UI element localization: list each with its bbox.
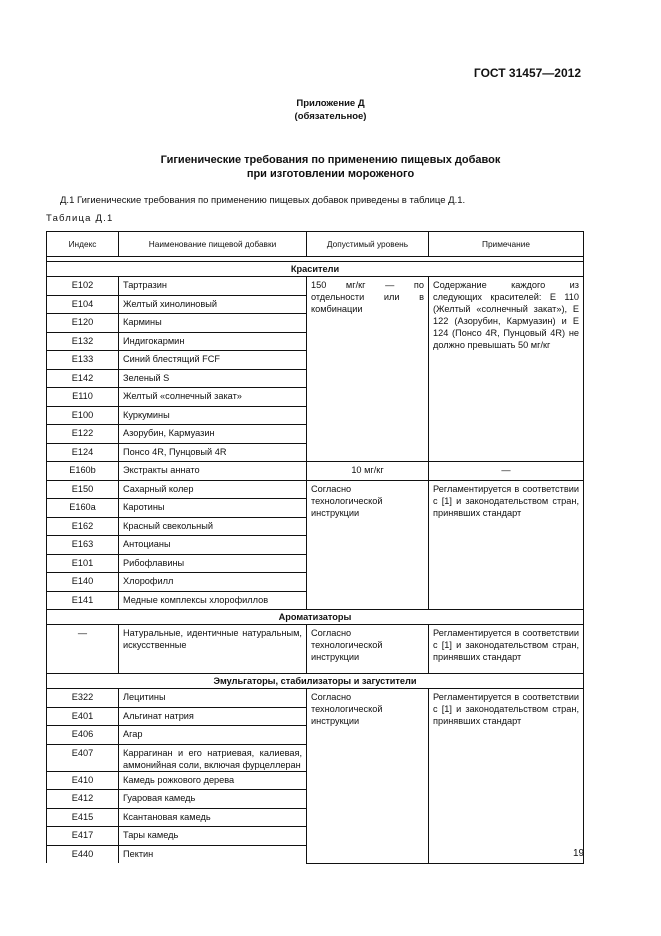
cell-name: Тартразин xyxy=(119,277,307,296)
group-title: Ароматизаторы xyxy=(47,610,584,625)
cell-name: Лецитины xyxy=(119,689,307,708)
cell-name: Хлорофилл xyxy=(119,573,307,592)
table-header-row xyxy=(47,232,584,257)
cell-name: Экстракты аннато xyxy=(119,462,307,481)
cell-name: Куркумины xyxy=(119,406,307,425)
cell-index: E100 xyxy=(47,406,119,425)
table-row xyxy=(47,480,584,499)
cell-name: Желтый «солнечный закат» xyxy=(119,388,307,407)
cell-name: Антоцианы xyxy=(119,536,307,555)
cell-name: Каррагинан и его натриевая, калиевая, аммонийная соли, включая фурцеллеран xyxy=(119,744,307,771)
cell-name: Понсо 4R, Пунцовый 4R xyxy=(119,443,307,462)
cell-index: E417 xyxy=(47,827,119,846)
cell-index: E140 xyxy=(47,573,119,592)
cell-index: E104 xyxy=(47,295,119,314)
cell-index: E122 xyxy=(47,425,119,444)
section-heading xyxy=(0,153,661,181)
cell-index: E401 xyxy=(47,707,119,726)
column-header-index: Индекс xyxy=(47,232,119,257)
cell-name: Желтый хинолиновый xyxy=(119,295,307,314)
cell-index: E412 xyxy=(47,790,119,809)
page-number: 19 xyxy=(573,848,585,859)
column-header-name: Наименование пищевой добавки xyxy=(119,232,307,257)
column-header-level: Допустимый уровень xyxy=(307,232,429,257)
table-label: Таблица Д.1 xyxy=(46,213,114,224)
cell-name: Гуаровая камедь xyxy=(119,790,307,809)
cell-level: Согласно технологической инструкции xyxy=(307,480,429,610)
cell-index: E141 xyxy=(47,591,119,610)
cell-name: Пектин xyxy=(119,845,307,863)
cell-name: Индигокармин xyxy=(119,332,307,351)
table-row xyxy=(47,625,584,674)
cell-index: E160b xyxy=(47,462,119,481)
cell-name: Синий блестящий FCF xyxy=(119,351,307,370)
table-row xyxy=(47,689,584,708)
cell-index: E102 xyxy=(47,277,119,296)
cell-index: E120 xyxy=(47,314,119,333)
cell-name: Ксантановая камедь xyxy=(119,808,307,827)
cell-name: Агар xyxy=(119,726,307,745)
cell-name: Красный свекольный xyxy=(119,517,307,536)
cell-index: E410 xyxy=(47,771,119,790)
cell-index: E160a xyxy=(47,499,119,518)
cell-index: E407 xyxy=(47,744,119,771)
group-row xyxy=(47,262,584,277)
cell-name: Каротины xyxy=(119,499,307,518)
table-row xyxy=(47,462,584,481)
group-row xyxy=(47,610,584,625)
cell-index: E415 xyxy=(47,808,119,827)
cell-name: Кармины xyxy=(119,314,307,333)
cell-index: E142 xyxy=(47,369,119,388)
cell-index: E124 xyxy=(47,443,119,462)
cell-level: Согласно технологической инструкции xyxy=(307,689,429,864)
cell-name: Тары камедь xyxy=(119,827,307,846)
cell-note: Регламентируется в соответствии с [1] и законодательством стран, принявших стандарт xyxy=(429,625,584,674)
additives-table xyxy=(46,231,584,864)
cell-level: Согласно технологической инструкции xyxy=(307,625,429,674)
cell-name: Азорубин, Кармуазин xyxy=(119,425,307,444)
cell-name: Натуральные, идентичные натуральным, искусственные xyxy=(119,625,307,674)
cell-index: E133 xyxy=(47,351,119,370)
cell-index: E110 xyxy=(47,388,119,407)
cell-name: Сахарный колер xyxy=(119,480,307,499)
cell-note: — xyxy=(429,462,584,481)
document-code: ГОСТ 31457—2012 xyxy=(473,66,581,80)
intro-paragraph: Д.1 Гигиенические требования по применению пищевых добавок приведены в таблице Д.1. xyxy=(60,195,466,206)
cell-index: E132 xyxy=(47,332,119,351)
appendix-heading xyxy=(0,97,661,123)
cell-note: Регламентируется в соответствии с [1] и законодательством стран, принявших стандарт xyxy=(429,480,584,610)
group-row xyxy=(47,674,584,689)
cell-name: Зеленый S xyxy=(119,369,307,388)
appendix-status: (обязательное) xyxy=(294,111,367,122)
table-row xyxy=(47,277,584,296)
cell-index: E150 xyxy=(47,480,119,499)
cell-index: E162 xyxy=(47,517,119,536)
column-header-note: Примечание xyxy=(429,232,584,257)
cell-index: E163 xyxy=(47,536,119,555)
cell-index: E440 xyxy=(47,845,119,863)
cell-name: Рибофлавины xyxy=(119,554,307,573)
cell-name: Камедь рожкового дерева xyxy=(119,771,307,790)
cell-note: Регламентируется в соответствии с [1] и законодательством стран, принявших стандарт xyxy=(429,689,584,864)
cell-level: 150 мг/кг — по отдельности или в комбинации xyxy=(307,277,429,462)
cell-level: 10 мг/кг xyxy=(307,462,429,481)
appendix-title: Приложение Д xyxy=(296,98,365,109)
group-title: Красители xyxy=(47,262,584,277)
section-title-line2: при изготовлении мороженого xyxy=(246,168,415,180)
cell-note: Содержание каждого из следующих красителей: Е 110 (Желтый «солнечный закат»), Е 122 (Азорубин, Кармуазин) и Е 124 (Понсо 4R, Пунцовый 4R) не должно превышать 50 мг/кг xyxy=(429,277,584,462)
cell-index: E322 xyxy=(47,689,119,708)
cell-name: Медные комплексы хлорофиллов xyxy=(119,591,307,610)
cell-name: Альгинат натрия xyxy=(119,707,307,726)
section-title-line1: Гигиенические требования по применению пищевых добавок xyxy=(160,154,501,166)
cell-index: — xyxy=(47,625,119,674)
group-title: Эмульгаторы, стабилизаторы и загустители xyxy=(47,674,584,689)
cell-index: E406 xyxy=(47,726,119,745)
cell-index: E101 xyxy=(47,554,119,573)
